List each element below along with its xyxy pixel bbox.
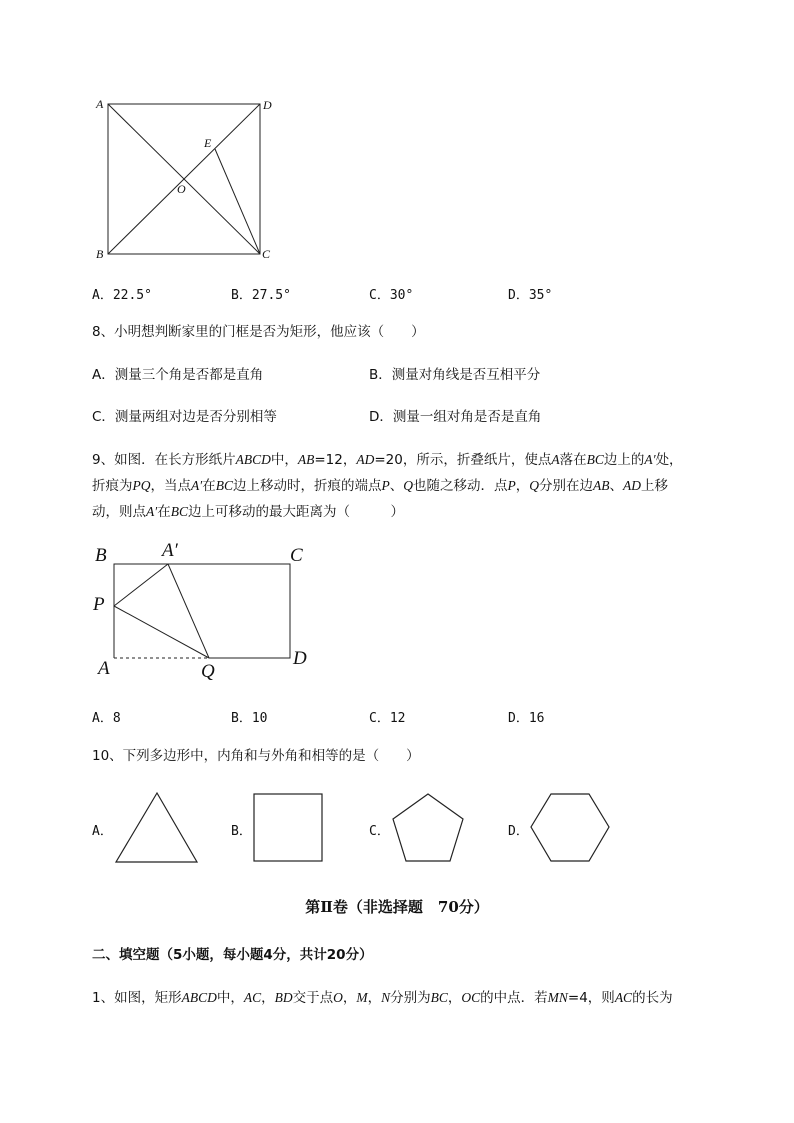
q9-stem-line1: 9、如图．在长方形纸片ABCD中，AB=12，AD=20，所示，折叠纸片，使点A落在BC边上的A′处，: [92, 452, 683, 468]
q7-option-c[interactable]: C．30°: [369, 288, 414, 303]
label-d: D: [263, 98, 272, 112]
q10-option-b[interactable]: B．: [231, 824, 252, 839]
q7-option-a[interactable]: A．22.5°: [92, 288, 152, 303]
q9-option-b[interactable]: B．10: [231, 711, 268, 726]
q8-option-b[interactable]: B．测量对角线是否互相平分: [369, 367, 541, 383]
fill-question-1: 1、如图，矩形ABCD中，AC，BD交于点O，M，N分别为BC，OC的中点．若MN=4，则AC的长为: [92, 990, 673, 1006]
label-c: C: [290, 545, 303, 566]
label-d: D: [293, 648, 307, 669]
q8-option-a[interactable]: A．测量三个角是否都是直角: [92, 367, 264, 383]
label-c: C: [262, 247, 271, 261]
label-e: E: [204, 136, 212, 150]
q9-option-d[interactable]: D．16: [508, 711, 545, 726]
q8-option-d[interactable]: D．测量一组对角是否是直角: [369, 409, 542, 425]
label-q: Q: [201, 661, 215, 682]
label-a-prime: A′: [162, 540, 178, 561]
triangle-icon: [116, 793, 197, 862]
q7-option-b[interactable]: B．27.5°: [231, 288, 291, 303]
label-b: B: [96, 247, 104, 261]
label-o: O: [177, 182, 186, 196]
q9-option-a[interactable]: A．8: [92, 711, 121, 726]
q7-option-d[interactable]: D．35°: [508, 288, 553, 303]
label-b: B: [95, 545, 107, 566]
square-icon: [254, 794, 322, 861]
q10-option-a[interactable]: A．: [92, 824, 113, 839]
label-a: A: [96, 97, 104, 111]
q10-option-c[interactable]: C．: [369, 824, 390, 839]
hexagon-icon: [531, 794, 609, 861]
q8-stem: 8、小明想判断家里的门框是否为矩形，他应该（ ）: [92, 324, 425, 340]
pentagon-icon: [393, 794, 463, 861]
q8-option-c[interactable]: C．测量两组对边是否分别相等: [92, 409, 277, 425]
q9-option-c[interactable]: C．12: [369, 711, 406, 726]
label-p: P: [93, 594, 105, 615]
q10-option-d[interactable]: D．: [508, 824, 529, 839]
section-heading: 二、填空题（5小题，每小题4分，共计20分）: [92, 947, 373, 963]
q9-stem-line2: 折痕为PQ，当点A′在BC边上移动时，折痕的端点P、Q也随之移动．点P，Q分别在边AB、AD上移: [92, 478, 668, 494]
q9-stem-line3: 动，则点A′在BC边上可移动的最大距离为（ ）: [92, 504, 404, 520]
q10-stem: 10、下列多边形中，内角和与外角和相等的是（ ）: [92, 748, 420, 764]
label-a: A: [98, 658, 110, 679]
section-title: 第Ⅱ卷（非选择题 70分）: [305, 898, 489, 916]
